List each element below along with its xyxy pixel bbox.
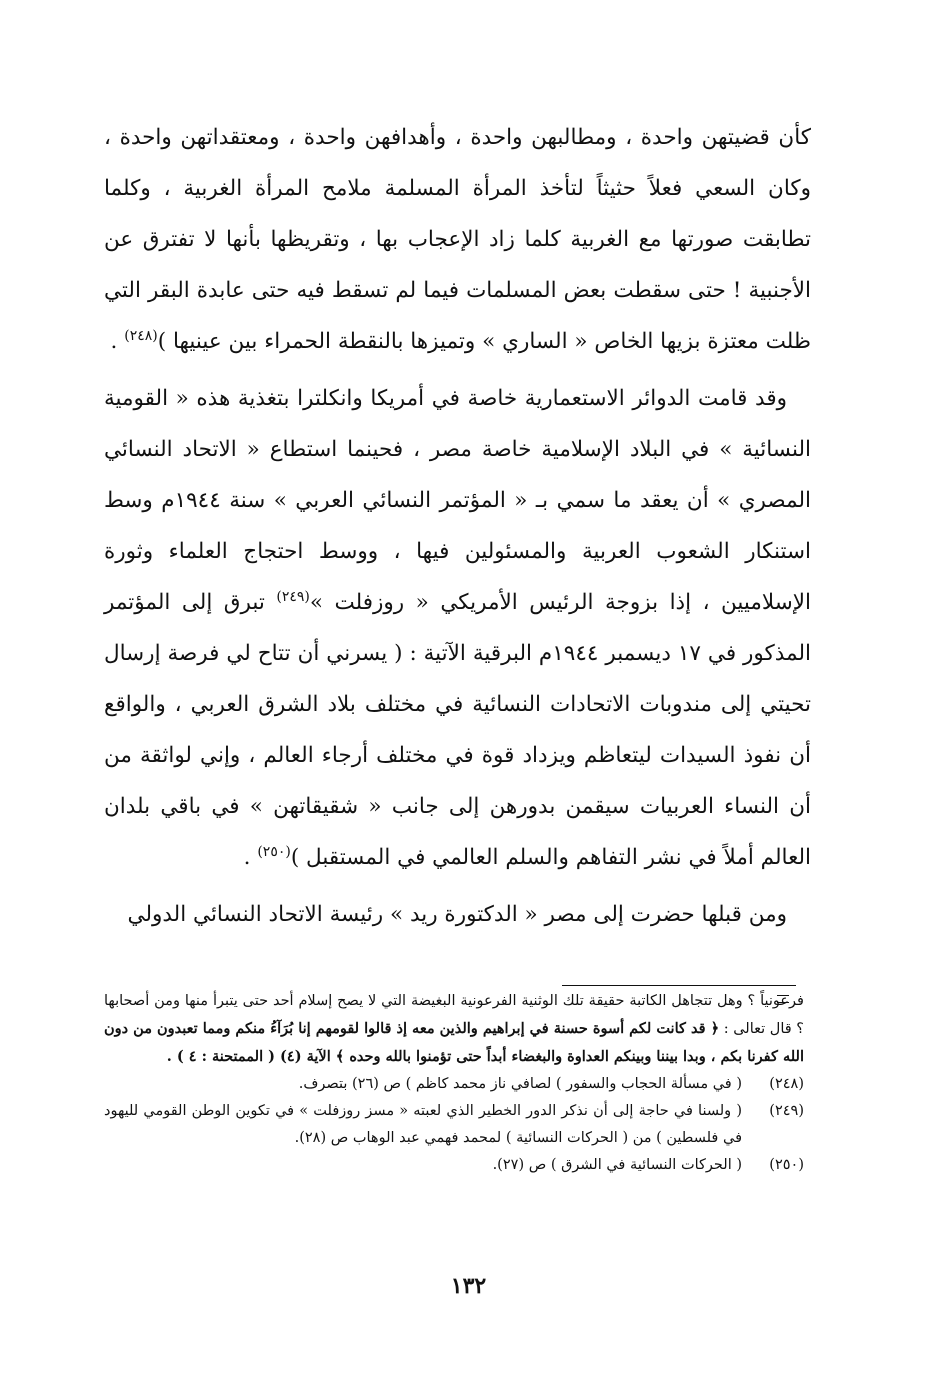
paragraph-3 bbox=[104, 889, 811, 940]
paragraph-2-text-a: وقد قامت الدوائر الاستعمارية خاصة في أمريكا وانكلترا بتغذية هذه « القومية النسائية » في البلاد الإسلامية خاصة مصر ، فحينما استطاع « الاتحاد النسائي المصري » أن يعقد ما سمي بـ « المؤتمر النسائي العربي » سنة ١٩٤٤م وسط استنكار الشعوب العربية والمسئولين فيها ، ووسط احتجاج العلماء وثورة الإسلاميين ، إذا بزوجة الرئيس الأمريكي « روزفلت » bbox=[104, 386, 811, 615]
paragraph-1-text: كأن قضيتهن واحدة ، ومطالبهن واحدة ، وأهدافهن واحدة ، ومعتقداتهن واحدة ، وكان السعي فعلاً حثيثاً لتأخذ المرأة المسلمة ملامح المرأة الغربية ، وكلما تطابقت صورتها مع الغربية كلما زاد الإعجاب بها ، وتقريظها بأنها لا تفترق عن الأجنبية ! حتى سقطت بعض المسلمات فيما لم تسقط فيه حتى عابدة البقر التي ظلت معتزة بزيها الخاص « الساري » وتميزها بالنقطة الحمراء بين عينيها ) bbox=[104, 125, 811, 354]
footnote-text: ( في مسألة الحجاب والسفور ) لصافي ناز محمد كاظم ) ص (٢٦) بتصرف. bbox=[298, 1076, 742, 1092]
paragraph-2-end: . bbox=[243, 845, 258, 870]
footnotes bbox=[104, 988, 804, 1179]
footnote-separator bbox=[562, 985, 796, 986]
footnote-continuation bbox=[104, 988, 804, 1071]
footnote-ref-250: (٢٥٠) bbox=[257, 843, 291, 860]
footnote-text: ( الحركات النسائية في الشرق ) ص (٢٧). bbox=[492, 1157, 742, 1173]
footnote-249 bbox=[104, 1098, 804, 1152]
footnote-number: (٢٤٨) bbox=[769, 1076, 804, 1092]
footnote-continuation-text: فرعونياً ؟ وهل تتجاهل الكاتبة حقيقة تلك الوثنية الفرعونية البغيضة التي لا يصح إسلام أحد حتى يتبرأ منها ومن أصحابها ؟ قال تعالى : bbox=[104, 993, 804, 1037]
footnote-250 bbox=[104, 1152, 804, 1179]
page-number: ١٣٢ bbox=[450, 1273, 487, 1299]
footnote-text: ( ولسنا في حاجة إلى أن نذكر الدور الخطير الذي لعبته « مسز روزفلت » في تكوين الوطن القومي لليهود في فلسطين ) من ( الحركات النسائية ) لمحمد فهمي عبد الوهاب ص (٢٨). bbox=[104, 1103, 742, 1146]
paragraph-1-end: . bbox=[110, 329, 125, 354]
footnote-ref-249: (٢٤٩) bbox=[276, 588, 310, 605]
footnote-248 bbox=[104, 1071, 804, 1098]
footnote-ref-248: (٢٤٨) bbox=[124, 327, 158, 344]
paragraph-2-text-b: تبرق إلى المؤتمر المذكور في ١٧ ديسمبر ١٩٤٤م البرقية الآتية : ( يسرني أن تتاح لي فرصة إرسال تحيتي إلى مندوبات الاتحادات النسائية في مختلف بلاد الشرق العربي ، والواقع أن نفوذ السيدات ليتعاظم ويزداد قوة في مختلف أرجاء العالم ، وإني لواثقة من أن النساء العربيات سيقمن بدورهن إلى جانب « شقيقاتهن » في باقي بلدان العالم أملاً في نشر التفاهم والسلم العالمي في المستقبل ) bbox=[104, 590, 812, 870]
footnote-quran-verse: ﴿ قد كانت لكم أسوة حسنة في إبراهيم والذين معه إذ قالوا لقومهم إنا بُرَآءُ منكم ومما تعبدون من دون الله كفرنا بكم ، وبدا بيننا وبينكم العداوة والبغضاء أبداً حتى تؤمنوا بالله وحده ﴾ الآية (٤) ( الممتحنة : ٤ ) . bbox=[104, 1020, 804, 1065]
main-text bbox=[104, 112, 811, 946]
paragraph-2 bbox=[104, 373, 811, 883]
paragraph-3-text: ومن قبلها حضرت إلى مصر « الدكتورة ريد » رئيسة الاتحاد النسائي الدولي bbox=[127, 902, 787, 927]
footnote-number: (٢٤٩) bbox=[769, 1103, 804, 1119]
footnote-number: (٢٥٠) bbox=[769, 1157, 804, 1173]
paragraph-1 bbox=[104, 112, 811, 367]
